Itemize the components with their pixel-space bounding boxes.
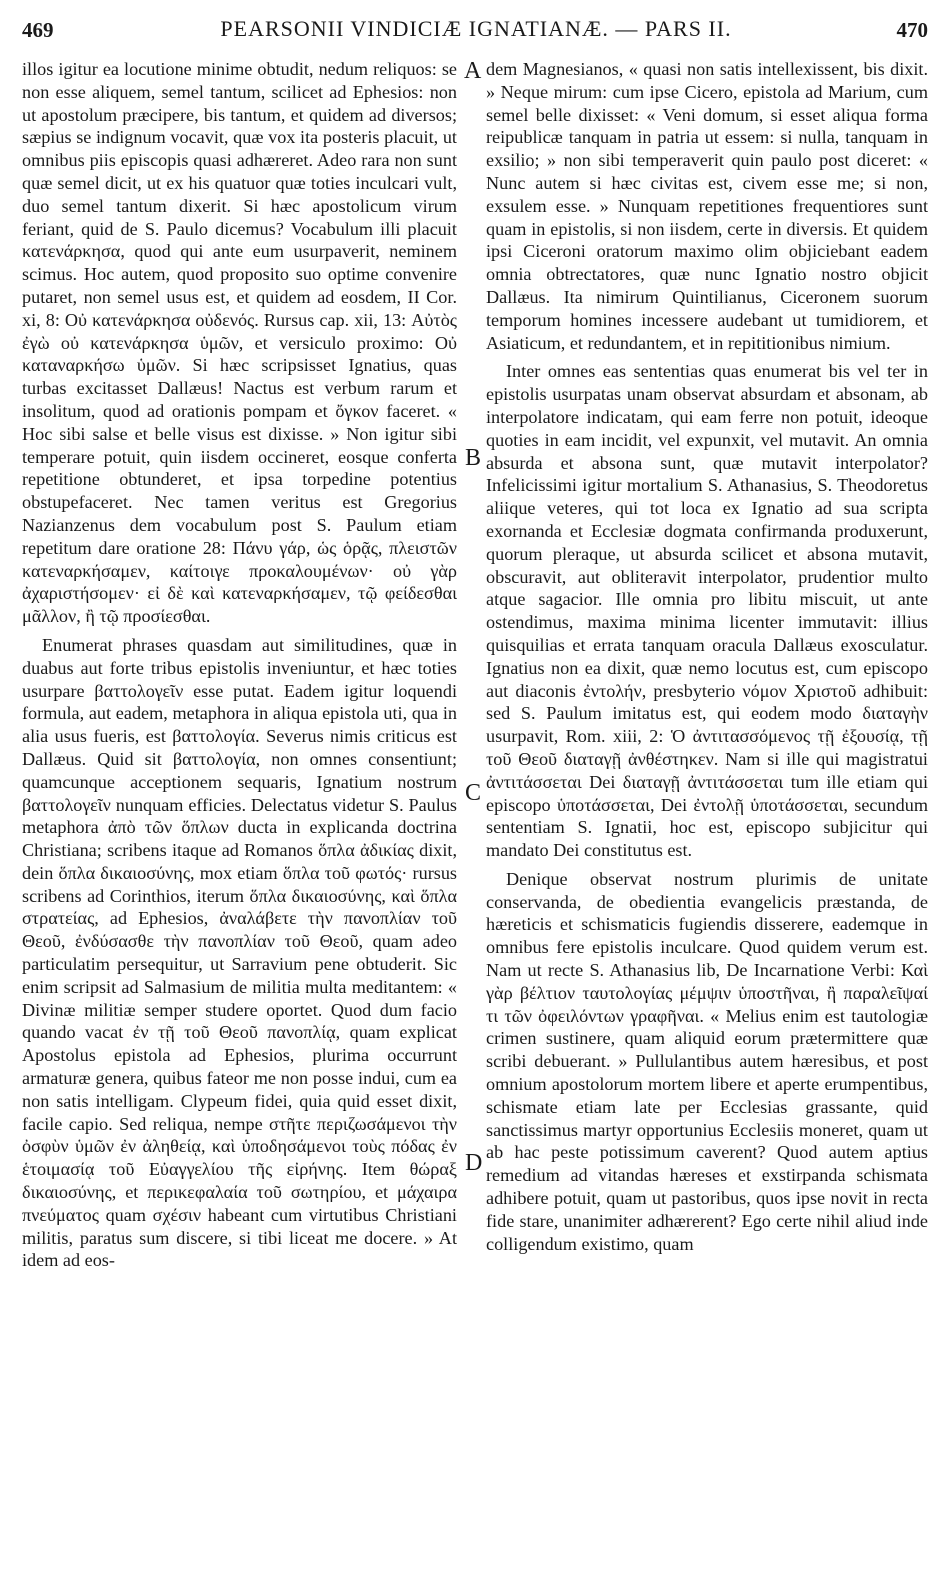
- page-number-right: 470: [896, 18, 928, 42]
- running-head: PEARSONII VINDICIÆ IGNATIANÆ. — PARS II.: [220, 16, 732, 41]
- left-paragraph-1: illos igitur ea locutione minime obtudit, nedum reliquos: se non esse aliquem, semel tantum, scilicet ad Ephesios: non ut apostolum præcipere, bis tantum, et quidem ad diversos; sæpius se indignum vocavit, quæ vox ita posteris placuit, ut omnibus piis episcopis quasi adhæreret. Adeo rara non sunt quæ semel dicit, ut ex his quatuor quæ toties inculcari vult, duo semel tantum dixerit. Si hæc apostolicum virum feriant, quid de S. Paulo dicemus? Vocabulum illi placuit κατενάρκησα, quod qui ante eum usurpaverit, neminem scimus. Hoc autem, quod proposito suo optime convenire putaret, non semel usus est, et quidem ad eosdem, II Cor. xi, 8: Οὐ κατενάρκησα οὐδενός. Rursus cap. xii, 13: Αὐτὸς ἐγὼ οὐ κατενάρκησα ὑμῶν, et versiculo proximo: Οὐ καταναρκήσω ὑμῶν. Si hæc scripsisset Ignatius, quas turbas excitasset Dallæus! Nactus est verbum rarum et insolitum, quod ad orationis pompam et ὄγκον faceret. « Hoc sibi salse et belle visus est dixisse. » Non igitur sibi temperare potuit, quin iisdem occineret, eosque conferta repetitione obtunderet, et ipsa torpedine potentius obstupefaceret. Nec tamen veritus est Gregorius Nazianzenus dem vocabulum post S. Paulum etiam repetitum dare oratione 28: Πάνυ γάρ, ὡς ὁρᾷς, πλειστῶν κατεναρκήσαμεν, καίτοιγε προκαλουμένων· οὐ γὰρ ἀχαριστήσομεν· εἰ δὲ καὶ κατεναρκήσαμεν, τῷ φείδεσθαι μᾶλλον, ἢ τῷ προσίεσθαι.: [22, 59, 457, 627]
- left-column: [22, 58, 457, 1272]
- right-paragraph-3: Denique observat nostrum plurimis de unitate conservanda, de obedientia evangelicis præstanda, de hæreticis et schismaticis fugiendis disserere, eademque in omnibus fere epistolis inculcare. Quod quidem verum est. Nam ut recte S. Athanasius lib, De Incarnatione Verbi: Καὶ γὰρ βέλτιον ταυτολογίας μέμψιν ὑποστῆναι, ἢ παραλεῖψαί τι τῶν ὀφειλόντων γραφῆναι. « Melius enim est tautologiæ crimen sustinere, quam aliquid eorum prætermittere quæ scribi debuerant. » Pullulantibus autem hæresibus, et post omnium apostolorum mortem libere et aperte erumpentibus, schismate etiam late per Ecclesias grassante, quid sanctissimus martyr opportunius Ecclesiis moneret, quam ut ab hac peste potissimum caverent? Quod autem aptius remedium ad vitandas hæreses et exstirpanda schismata adhibere potuit, quam ut pastoribus, quos ipse novit in recta fide stare, unanimiter adhærerent? Ego certe nihil aliud inde colligendum existimo, quam: [486, 868, 928, 1254]
- page-number-left: 469: [22, 18, 54, 42]
- margin-letter-d: D: [465, 1150, 483, 1176]
- page-header: [0, 14, 952, 44]
- right-paragraph-2: Inter omnes eas sententias quas enumerat bis vel ter in epistolis usurpatas unam observat absurdam et absonam, ab interpolatore indicatam, qui eam ferre non potuit, ideoque quoties in eam incidit, vel expunxit, vel mutavit. An omnia absurda et absona sunt, quæ mutavit interpolator? Infelicissimi igitur mortalium S. Athanasius, S. Theodoretus aliique veteres, qui tot loca ex Ignatio ad sua scripta exornanda et Ecclesiæ dogmata confirmanda produxerunt, quorum pleraque, ut absurda scilicet et absona mutavit, obscuravit, aut obliteravit interpolator, prudentior multo atque sagacior. Ille omnia pro libitu miscuit, ut ante ostendimus, maxima minima licenter immutavit: illius quisquilias et errata tanquam oracula Dallæus exosculatur. Ignatius non ea dixit, quæ nemo locutus est, cum episcopo aut diaconis ἐντολήν, presbyterio νόμον Χριστοῦ adhibuit: sed S. Paulum imitatus est, qui eodem modo διαταγὴν usurpavit, Rom. xiii, 2: Ὁ ἀντιτασσόμενος τῇ ἐξουσίᾳ, τῇ τοῦ Θεοῦ διαταγῇ ἀνθέστηκεν. Nam si ille qui magistratui ἀντιτάσσεται Dei διαταγῇ ἀντιτάσσεται tum ille etiam qui episcopo ὑποτάσσεται, Dei ἐντολῇ ὑποτάσσεται, secundum sententiam S. Ignatii, hoc est, episcopo subjicitur qui mandato Dei constitutus est.: [486, 361, 928, 861]
- left-paragraph-2: Enumerat phrases quasdam aut similitudines, quæ in duabus aut forte tribus epistolis inveniuntur, et hæc toties usurpare βαττολογεῖν esse putat. Eadem igitur loquendi formula, aut eadem, metaphora in aliqua epistola uti, qua in alia usus fueris, est βαττολογία. Severus nimis criticus est Dallæus. Quid sit βαττολογία, non omnes consentiunt; quamcunque acceptionem sequaris, Ignatium nostrum βαττολογεῖν nunquam efficies. Delectatus videtur S. Paulus metaphora ἀπὸ τῶν ὅπλων ducta in explicanda doctrina Christiana; scribens itaque ad Romanos ὅπλα ἀδικίας dixit, dein ὅπλα δικαιοσύνης, mox etiam ὅπλα τοῦ φωτός· rursus scribens ad Corinthios, iterum ὅπλα δικαιοσύνης, καὶ ὅπλα στρατείας, ad Ephesios, ἀναλάβετε τὴν πανοπλίαν τοῦ Θεοῦ, ἐνδύσασθε τὴν πανοπλίαν τοῦ Θεοῦ, quam adeo particulatim persequitur, ut Sarravium pene obtuderit. Sic enim scripsit ad Salmasium de militia multa meditantem: « Divinæ militiæ semper studere oportet. Quod dum facio quando vacat ἐν τῇ τοῦ Θεοῦ πανοπλίᾳ, quam explicat Apostolus epistola ad Ephesios, plurima occurrunt armaturæ genera, quibus fateor me non posse indui, cum ea non satis intelligam. Clypeum fidei, quia quid esset dixit, facile capio. Sed reliqua, nempe στῆτε περιζωσάμενοι τὴν ὀσφὺν ὑμῶν ἐν ἀληθείᾳ, καὶ ὑποδησάμενοι τοὺς πόδας ἐν ἑτοιμασίᾳ τοῦ Εὐαγγελίου τῆς εἰρήνης. Item θώραξ δικαιοσύνης, et περικεφαλαία τοῦ σωτηρίου, et μάχαιρα πνεύματος quam σχέσιν habeant cum virtutibus Christiani militis, paratus sum discere, si tibi liceat me docere. » At idem ad eos-: [22, 634, 457, 1271]
- right-paragraph-1: dem Magnesianos, « quasi non satis intellexissent, bis dixit. » Neque mirum: cum ipse Cicero, epistola ad Marium, cum semel belle dixisset: « Veni domum, si esset aliqua forma reipublicæ tanquam in patria ut essem: si nulla, tanquam in exsilio; » non sibi temperaverit quin paulo post diceret: « Nunc autem si hæc civitas est, civem esse me; si non, exsulem esse. » Nunquam repetitiones frequentiores sunt quam in epistolis, si non iisdem, certe in diversis. Et quidem ipsi Ciceroni oratorum maximo olim objiciebant eadem omnia obtrectatores, quæ nunc Ignatio nostro objicit Dallæus. Ita nimirum Quintilianus, Ciceronem suorum temporum homines incessere audebant ut tumidiorem, et Asiaticum, et redundantem, et in repititionibus nimium.: [486, 59, 928, 353]
- margin-letter-a: A: [464, 58, 482, 84]
- right-column: [486, 58, 928, 1255]
- margin-letter-b: B: [465, 445, 482, 471]
- margin-letter-c: C: [465, 780, 482, 806]
